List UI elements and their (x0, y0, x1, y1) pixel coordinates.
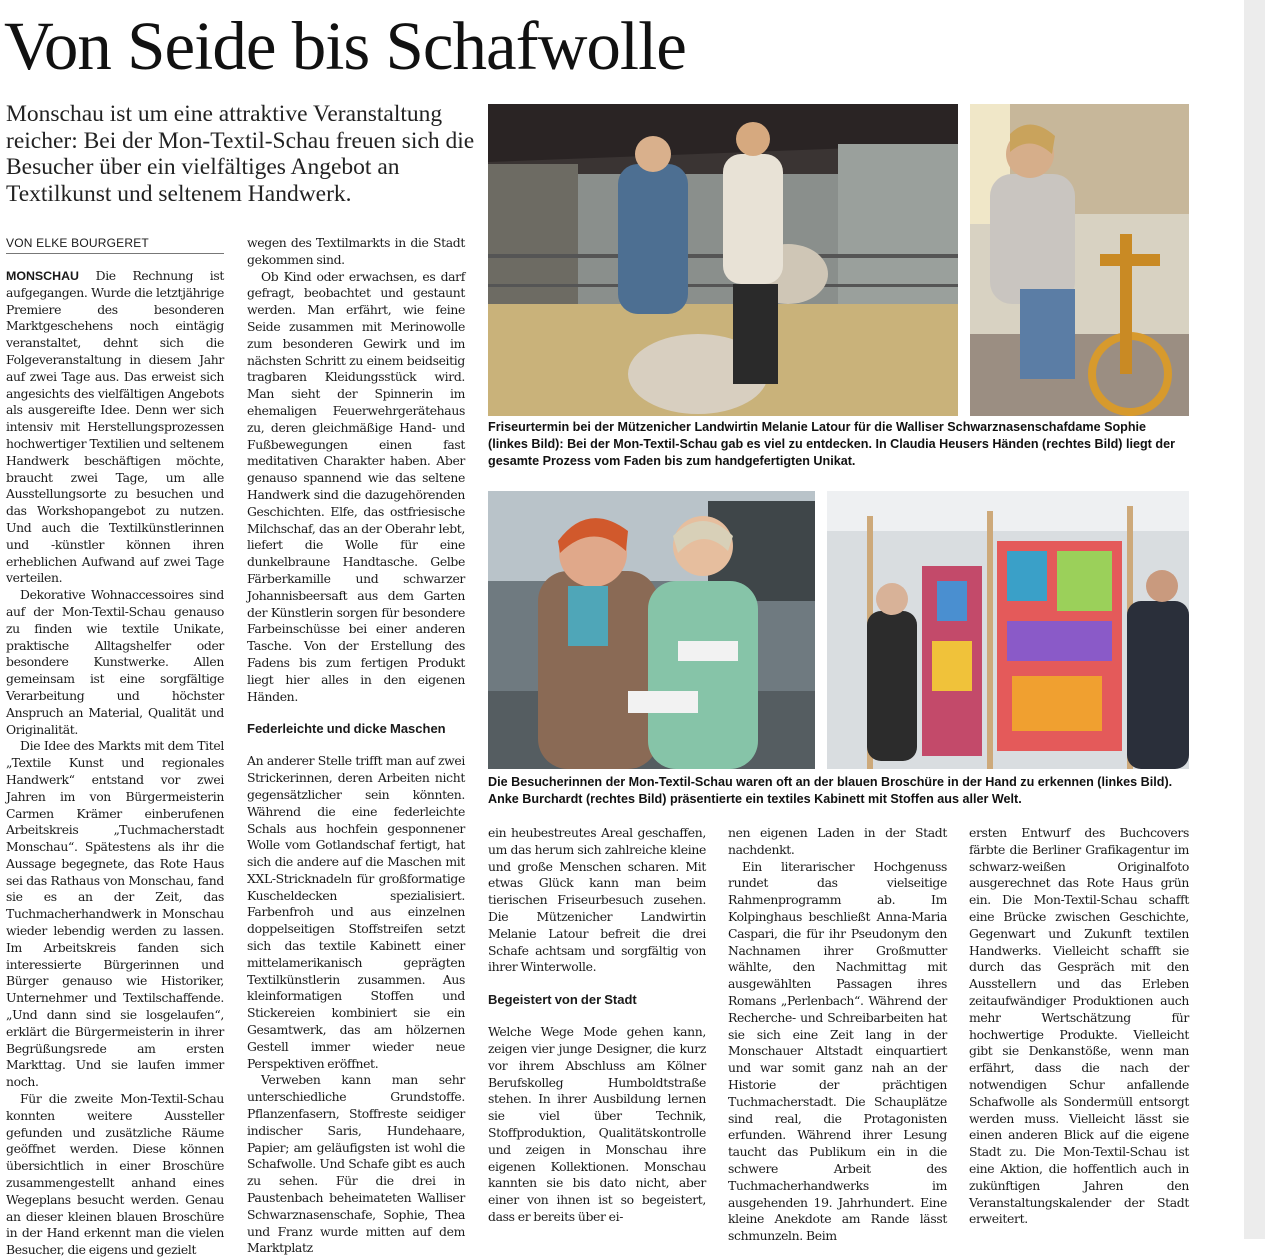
photo-visitors-brochure (488, 491, 815, 769)
paragraph: Dekorative Wohnaccessoires sind auf der Mon-Textil-Schau genauso zu finden wie textile Unikate, praktische Alltagshelfer oder besondere Kunstwerke. Allen gemeinsam ist eine sorgfältige Verarbeitung und höchster Anspruch an Material, Qualität und Originalität. (6, 587, 224, 737)
article-column-4 (728, 825, 947, 1245)
paragraph: nen eigenen Laden in der Stadt nachdenkt. (728, 825, 947, 857)
headline: Von Seide bis Schafwolle (4, 8, 686, 84)
article-column-5 (969, 825, 1189, 1228)
photo-textile-cabinet (827, 491, 1189, 769)
paragraph: Verweben kann man sehr unterschiedliche Grundstoffe. Pflanzenfasern, Stoffreste seidiger indischer Saris, Hundehaare, Papier; am geläufigsten ist wohl die Schafwolle. Und Schafe gibt es auch zu sehen. Für die drei in Paustenbach beheimateten Walliser Schwarznasenschafe, Sophie, Thea und Franz wurde mitten auf dem Marktplatz (247, 1072, 465, 1256)
paragraph: Die Idee des Markts mit dem Titel „Textile Kunst und regionales Handwerk“ entstand vor zwei Jahren im von Bürgermeisterin Carmen Krämer einberufenen Arbeitskreis „Tuchmacherstadt Monschau“. Spätestens als ihr die Aussage begegnete, das Rote Haus sei das Rathaus von Monschau, fand sie es an der Zeit, das Tuchmacherhandwerk in Monschau wieder lebendig werden zu lassen. Im Arbeitskreis fanden sich interessierte Bürgerinnen und Bürger genauso wie Historiker, Unternehmer und Textilschaffende. „Und dann sind sie losgelaufen“, erklärt die Bürgermeisterin in ihrer Begrüßungsrede am ersten Markttag. Und sie laufen immer noch. (6, 738, 224, 1090)
lead-paragraph: Monschau ist um eine attraktive Veranstaltung reicher: Bei der Mon-Textil-Schau freuen sich die Besucher über ein vielfältiges Angebot an Textilkunst und seltenem Handwerk. (6, 101, 475, 207)
paragraph: Ein literarischer Hochgenuss rundet das vielseitige Rahmenprogramm ab. Im Kolpinghaus beschließt Anna-Maria Caspari, die für ihr Pseudonym den Nachnamen ihrer Großmutter wählte, den Nachmittag mit ausgewählten Passagen ihres Romans „Perlenbach“. Während der Recherche- und Schreibarbeiten hat sie sich eine Zeit lang in der Monschauer Altstadt einquartiert und war somit ganz nah an der Historie der prächtigen Tuchmacherstadt. Die Schauplätze sind real, die Protagonisten erfunden. Während ihrer Lesung taucht das Publikum ein in die schwere Arbeit des Tuchmacherhandwerks im ausgehenden 19. Jahrhundert. Eine kleine Anekdote am Rande lässt schmunzeln. Beim (728, 858, 947, 1244)
paragraph: Ob Kind oder erwachsen, es darf gefragt, beobachtet und gestaunt werden. Man erfährt, wie feine Seide zusammen mit Merinowolle zum besonderen Gewirk und im nächsten Schritt zu einem beidseitig tragbaren Kleidungsstück wird. Man sieht der Spinnerin im ehemaligen Feuerwehrgerätehaus zu, deren gleichmäßige Hand- und Fußbewegungen einen fast meditativen Charakter haben. Aber genauso spannend wie das seltene Handwerk sind die dazugehörenden Geschichten. Elfe, das ostfriesische Milchschaf, das an der Oberahr lebt, liefert die Wolle für eine dunkelbraune Handtasche. Gelbe Färberkamille und schwarzer Johannisbeersaft aus dem Garten der Künstlerin sorgen für besondere Farbeinschüsse bei einer anderen Tasche. Von der Erstellung des Fadens bis zum fertigen Produkt liegt hier alles in den eigenen Händen. (247, 268, 465, 704)
subheading: Begeistert von der Stadt (488, 992, 637, 1008)
photo-spinner (970, 104, 1189, 416)
paragraph: wegen des Textilmarkts in die Stadt gekommen sind. (247, 235, 465, 267)
photo-caption-top: Friseurtermin bei der Mützenicher Landwirtin Melanie Latour für die Walliser Schwarznasenschafdame Sophie (linkes Bild): Bei der Mon-Textil-Schau gab es viel zu entdecken. In Claudia Heusers Händen (rechtes Bild) liegt der gesamte Prozess vom Faden bis zum handgefertigten Unikat. (488, 420, 1175, 468)
paragraph: Für die zweite Mon-Textil-Schau konnten weitere Aussteller gefunden und zusätzliche Räume geöffnet werden. Diese können übersichtlich in einer Broschüre zusammengestellt anhand eines Wegeplans besucht werden. Genau an dieser kleinen blauen Broschüre in der Hand erkennt man die vielen Besucher, die eigens und gezielt (6, 1091, 224, 1258)
article-column-3 (488, 825, 706, 1226)
paragraph: ein heubestreutes Areal geschaffen, um das herum sich zahlreiche kleine und große Menschen scharen. Mit etwas Glück kann man beim tierischen Friseurbesuch zusehen. Die Mützenicher Landwirtin Melanie Latour befreit die drei Schafe achtsam und sorgfältig von ihrer Winterwolle. (488, 825, 706, 975)
paragraph: Welche Wege Mode gehen kann, zeigen vier junge Designer, die kurz vor ihrem Abschluss am Kölner Berufskolleg Humboldtstraße stehen. In ihrer Ausbildung lernen sie viel über Technik, Stoffproduktion, Qualitätskontrolle und zeigen in Monschau ihre eigenen Kollektionen. Monschau kannten sie bis dato nicht, aber einer von ihnen ist so begeistert, dass er bereits über ei- (488, 1024, 706, 1224)
article-column-2 (247, 235, 465, 1257)
photo-caption-bottom: Die Besucherinnen der Mon-Textil-Schau waren oft an der blauen Broschüre in der Hand zu erkennen (linkes Bild). Anke Burchardt (rechtes Bild) präsentierte ein textiles Kabinett mit Stoffen aus aller Welt. (488, 775, 1173, 806)
subheading: Federleichte und dicke Maschen (247, 721, 446, 737)
paragraph: MONSCHAU Die Rechnung ist aufgegangen. Wurde die letztjährige Premiere des besonderen Marktgeschehens noch eintägig veranstaltet, dehnt sich die Folgeveranstaltung in diesem Jahr auf zwei Tage aus. Das erweist sich angesichts des vielfältigen Angebots als ausgereifte Idee. Denn wer sich intensiv mit Herstellungsprozessen hochwertiger Textilien und seltenem Handwerk beschäftigen möchte, braucht zwei Tage, um alle Ausstellungsorte zu besuchen und das Workshopangebot zu nutzen. Und auch die Textilkünstlerinnen und -künstler können ihren erheblichen Aufwand auf zwei Tage verteilen. (6, 268, 224, 586)
article-column-1 (6, 268, 224, 1259)
author-byline: VON ELKE BOURGERET (6, 235, 224, 254)
page-edge-strip (1244, 0, 1265, 1239)
photo-sheep-shearing (488, 104, 958, 416)
paragraph: An anderer Stelle trifft man auf zwei Strickerinnen, deren Arbeiten nicht gegensätzlicher sein könnten. Während die eine federleichte Schals aus hochfein gesponnener Wolle vom Gotlandschaf fertigt, hat sich die andere auf die Maschen mit XXL-Stricknadeln für großformatige Kuscheldecken spezialisiert. Farbenfroh und aus einzelnen doppelseitigen Stoffstreifen setzt sich das textile Kabinett einer mittelamerikanisch geprägten Textilkünstlerin zusammen. Aus kleinformatigen Stoffen und Stickereien kombiniert sie ein Gesamtwerk, das am hölzernen Gestell immer wieder neue Perspektiven eröffnet. (247, 753, 465, 1071)
paragraph: ersten Entwurf des Buchcovers färbte die Berliner Grafikagentur im schwarz-weißen Originalfoto ausgerechnet das Rote Haus grün ein. Die Mon-Textil-Schau schafft eine Brücke zwischen Geschichte, Gegenwart und Zukunft textilen Handwerks. Vielleicht schafft sie durch das Gespräch mit den Ausstellern und das Erleben zeitaufwändiger Produktionen auch mehr Wertschätzung für hochwertige Produkte. Vielleicht gibt sie Denkanstöße, wenn man erfährt, dass die nach der notwendigen Schur anfallende Schafwolle als Sondermüll entsorgt werden muss. Vielleicht lässt sie einen anderen Blick auf die eigene Stadt zu. Die Mon-Textil-Schau ist eine Aktion, die hoffentlich auch in zukünftigen Jahren den Veranstaltungskalender der Stadt erweitert. (969, 825, 1189, 1227)
dateline: MONSCHAU (6, 269, 79, 283)
